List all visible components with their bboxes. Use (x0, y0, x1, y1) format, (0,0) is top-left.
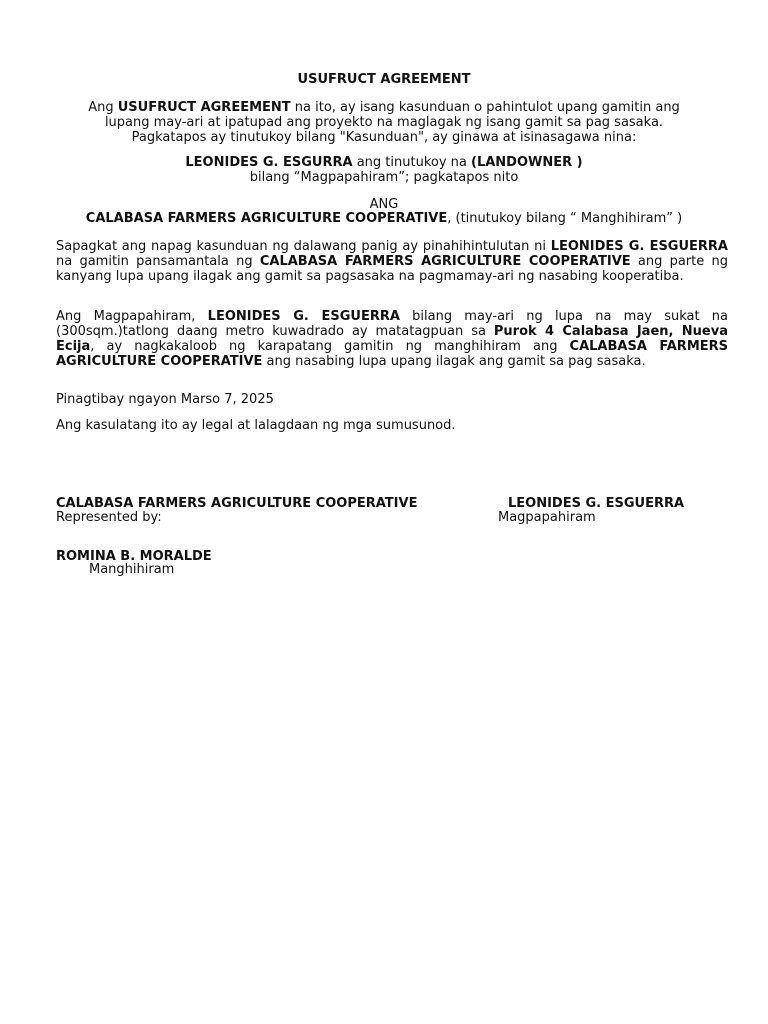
signatory-represented-by: Represented by: (56, 510, 162, 525)
landowner-tag: (LANDOWNER ) (471, 155, 583, 170)
intro-agreement-name: USUFRUCT AGREEMENT (117, 100, 291, 115)
landowner-designation: bilang “Magpapahiram”; pagkatapos nito (249, 170, 519, 185)
cooperative-name: CALABASA FARMERS AGRICULTURE COOPERATIVE (56, 339, 729, 369)
paragraph-text: bilang may-ari ng lupa na may sukat na (300sqm.)tatlong daang metro kuwadrado ay matatagpuan sa (56, 309, 729, 339)
paragraph-consent (56, 239, 728, 284)
paragraph-text: , ay nagkakaloob ng karapatang gamitin ng manghihiram ang (90, 339, 570, 354)
paragraph-text: na gamitin pansamantala ng (56, 254, 260, 269)
document-title: USUFRUCT AGREEMENT (297, 72, 471, 87)
cooperative-line (40, 211, 728, 226)
parties-block (40, 155, 728, 185)
signatory-cooperative-name: CALABASA FARMERS AGRICULTURE COOPERATIVE (56, 496, 418, 511)
cooperative-name: CALABASA FARMERS AGRICULTURE COOPERATIVE (259, 254, 631, 269)
party-text: ang tinutukoy na (352, 155, 472, 170)
paragraph-text: Sapagkat ang napag kasunduan ng dalawang panig ay pinahihintulutan ni (56, 239, 551, 254)
signatory-landowner-name: LEONIDES G. ESGUERRA (508, 496, 685, 511)
representative-name: ROMINA B. MORALDE (56, 549, 212, 564)
intro-line-2: lupang may-ari at ipatupad ang proyekto na maglagak ng isang gamit sa pag sasaka. (104, 115, 664, 130)
cooperative-name: CALABASA FARMERS AGRICULTURE COOPERATIVE (85, 211, 448, 226)
paragraph-text: ang nasabing lupa upang ilagak ang gamit sa pag sasaka. (262, 354, 646, 369)
paragraph-land-grant (56, 309, 728, 369)
intro-line-3: Pagkatapos ay tinutukoy bilang "Kasunduan", ay ginawa at isinasagawa nina: (131, 130, 637, 145)
signatory-landowner-role: Magpapahiram (498, 510, 596, 525)
intro-text: Ang (88, 100, 118, 115)
landowner-name: LEONIDES G. ESGUERRA (207, 309, 400, 324)
intro-paragraph (40, 100, 728, 145)
cooperative-designation: , (tinutukoy bilang “ Manghihiram” ) (447, 211, 683, 226)
landowner-name: LEONIDES G. ESGURRA (185, 155, 353, 170)
landowner-name: LEONIDES G. ESGUERRA (550, 239, 728, 254)
intro-line-1 (40, 100, 728, 115)
paragraph-text: ang parte ng kanyang lupa upang ilagak ang gamit sa pagsasaka na pagmamay-ari ng nasabing kooperatiba. (56, 254, 728, 284)
date-line: Pinagtibay ngayon Marso 7, 2025 (56, 392, 274, 407)
representative-role: Manghihiram (89, 562, 175, 577)
intro-text: na ito, ay isang kasunduan o pahintulot upang gamitin ang (290, 100, 680, 115)
paragraph-text: Ang Magpapahiram, (56, 309, 208, 324)
and-separator: ANG (369, 197, 399, 212)
landowner-line (40, 155, 728, 170)
land-location: Purok 4 Calabasa Jaen, Nueva Ecija (56, 324, 728, 354)
legal-statement: Ang kasulatang ito ay legal at lalagdaan ng mga sumusunod. (56, 418, 456, 433)
